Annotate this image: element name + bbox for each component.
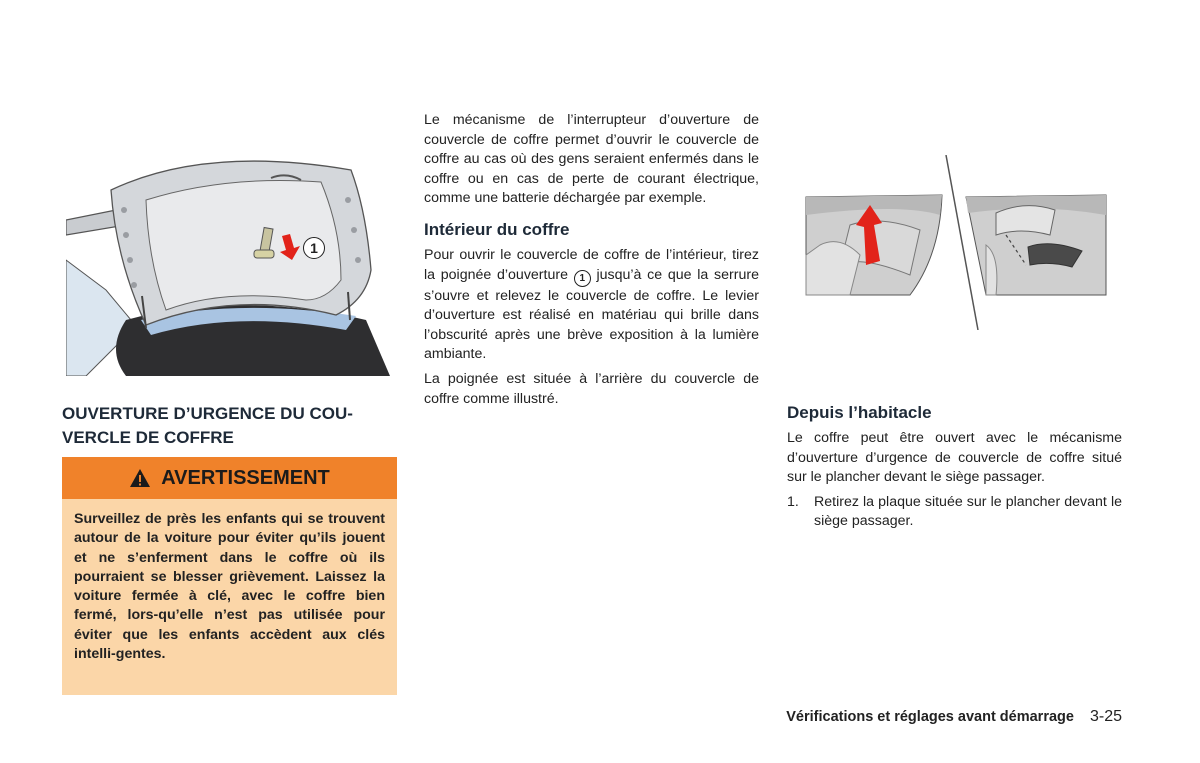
step-number: 1. <box>787 493 799 510</box>
cabin-floor-illustration <box>800 155 1115 330</box>
section-title: OUVERTURE D’URGENCE DU COU-VERCLE DE COFFRE <box>62 404 353 447</box>
interior-text-before: Pour ouvrir le couvercle de coffre de l’intérieur, tirez la poignée d’ouverture <box>424 246 759 283</box>
warning-triangle-icon <box>129 468 151 488</box>
subheading-cabin: Depuis l’habitacle <box>787 403 932 422</box>
step-text: Retirez la plaque située sur le plancher devant le siège passager. <box>814 493 1122 530</box>
footer-title: Vérifications et réglages avant démarrage <box>786 709 1074 725</box>
interior-paragraph <box>424 246 759 365</box>
subheading-interior: Intérieur du coffre <box>424 219 570 239</box>
location-paragraph: La poignée est située à l’arrière du couvercle de coffre comme illustré. <box>424 370 759 407</box>
inline-marker-1: 1 <box>574 270 591 287</box>
cabin-floor-drawing <box>800 155 1115 330</box>
trunk-lid-illustration <box>66 150 390 376</box>
warning-heading: AVERTISSEMENT <box>161 466 330 489</box>
callout-marker-1 <box>303 237 325 259</box>
page-footer <box>786 708 1122 726</box>
warning-body: Surveillez de près les enfants qui se trouvent autour de la voiture pour éviter qu’ils jouent et ne s’enferment dans le coffre où ils pourraient se blesser grièvement. Laissez la voiture fermée à clé, avec le coffre bien fermé, lors-qu’elle n’est pas utilisée pour éviter que les enfants accèdent aux clés intelli-gentes. <box>62 499 397 695</box>
step-1 <box>787 493 1122 532</box>
callout-number: 1 <box>310 240 318 256</box>
page-number: 3-25 <box>1089 708 1122 725</box>
warning-header <box>62 457 397 499</box>
cabin-paragraph: Le coffre peut être ouvert avec le mécanisme d’ouverture d’urgence de couvercle de coffre situé sur le plancher devant le siège passager. <box>787 430 1122 486</box>
middle-column <box>424 111 759 409</box>
interior-text-after: jusqu’à ce que la serrure s’ouvre et relevez le couvercle de coffre. Le levier d’ouverture est réalisé en matériau qui brille dans l’obscurité après une brève exposition à la lumière ambiante. <box>424 266 759 363</box>
right-column <box>787 403 1122 532</box>
intro-paragraph: Le mécanisme de l’interrupteur d’ouverture de couvercle de coffre permet d’ouvrir le couvercle de coffre au cas où des gens seraient enfermés dans le coffre ou en cas de perte de courant électrique, comme une batterie déchargée par exemple. <box>424 112 759 207</box>
trunk-lid-drawing <box>66 150 390 376</box>
